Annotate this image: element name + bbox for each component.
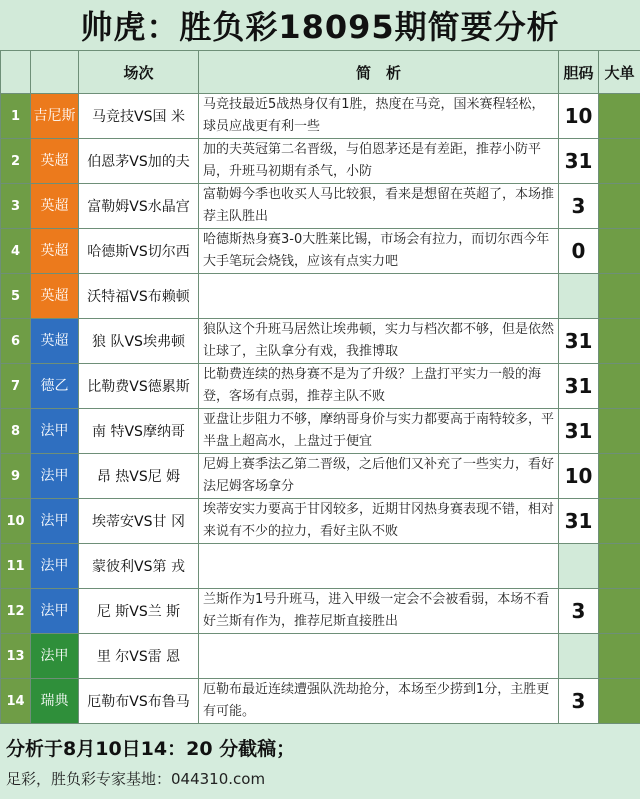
- table-row: [1, 454, 640, 499]
- row-number: 3: [1, 184, 31, 229]
- match-name: 尼 斯VS兰 斯: [79, 589, 199, 634]
- match-name: 埃蒂安VS甘 冈: [79, 499, 199, 544]
- row-number: 10: [1, 499, 31, 544]
- league-badge: 英超: [31, 184, 79, 229]
- big-bet-cell: [599, 454, 640, 499]
- league-badge: 瑞典: [31, 679, 79, 724]
- table-row: [1, 589, 640, 634]
- match-analysis: 加的夫英冠第二名晋级，与伯恩茅还是有差距，推荐小防平局，升班马初期有杀气，小防: [199, 139, 559, 184]
- big-bet-cell: [599, 319, 640, 364]
- footer: [0, 724, 640, 799]
- banker-code: [559, 634, 599, 679]
- match-name: 南 特VS摩纳哥: [79, 409, 199, 454]
- table-row: [1, 319, 640, 364]
- row-number: 6: [1, 319, 31, 364]
- table-row: [1, 184, 640, 229]
- footer-deadline: 分析于8月10日14：20 分截稿；: [6, 738, 296, 760]
- banker-code: [559, 274, 599, 319]
- footer-site: 足彩，胜负彩专家基地：044310.com: [6, 770, 266, 788]
- league-badge: 英超: [31, 139, 79, 184]
- page-title: 帅虎：胜负彩18095期简要分析: [0, 0, 640, 51]
- match-analysis: [199, 634, 559, 679]
- big-bet-cell: [599, 589, 640, 634]
- row-number: 14: [1, 679, 31, 724]
- match-analysis: 狼队这个升班马居然让埃弗顿，实力与档次都不够，但是依然让球了，主队拿分有戏，我推博取: [199, 319, 559, 364]
- league-badge: 法甲: [31, 544, 79, 589]
- table-header: [1, 51, 640, 94]
- big-bet-cell: [599, 499, 640, 544]
- match-analysis: 埃蒂安实力要高于甘冈较多，近期甘冈热身赛表现不错，相对来说有不少的拉力，看好主队不败: [199, 499, 559, 544]
- match-name: 比勒费VS德累斯: [79, 364, 199, 409]
- row-number: 12: [1, 589, 31, 634]
- match-name: 富勒姆VS水晶宫: [79, 184, 199, 229]
- match-analysis: 兰斯作为1号升班马，进入甲级一定会不会被看弱，本场不看好兰斯有作为，推荐尼斯直接胜出: [199, 589, 559, 634]
- table-row: [1, 544, 640, 589]
- header-code: 胆码: [559, 51, 599, 94]
- match-table: [0, 50, 640, 724]
- big-bet-cell: [599, 634, 640, 679]
- banker-code: 31: [559, 409, 599, 454]
- row-number: 8: [1, 409, 31, 454]
- match-name: 厄勒布VS布鲁马: [79, 679, 199, 724]
- league-badge: 德乙: [31, 364, 79, 409]
- match-analysis: 哈德斯热身赛3-0大胜莱比锡，市场会有拉力，而切尔西今年大手笔玩会烧钱，应该有点实力吧: [199, 229, 559, 274]
- row-number: 13: [1, 634, 31, 679]
- match-name: 哈德斯VS切尔西: [79, 229, 199, 274]
- league-badge: 法甲: [31, 499, 79, 544]
- table-row: [1, 409, 640, 454]
- match-name: 狼 队VS埃弗顿: [79, 319, 199, 364]
- row-number: 7: [1, 364, 31, 409]
- banker-code: 10: [559, 454, 599, 499]
- match-name: 蒙彼利VS第 戎: [79, 544, 199, 589]
- table-row: [1, 499, 640, 544]
- match-analysis: 尼姆上赛季法乙第二晋级，之后他们又补充了一些实力，看好法尼姆客场拿分: [199, 454, 559, 499]
- league-badge: 吉尼斯: [31, 94, 79, 139]
- banker-code: [559, 544, 599, 589]
- banker-code: 31: [559, 139, 599, 184]
- big-bet-cell: [599, 364, 640, 409]
- row-number: 11: [1, 544, 31, 589]
- row-number: 9: [1, 454, 31, 499]
- league-badge: 英超: [31, 229, 79, 274]
- match-analysis: 马竞技最近5战热身仅有1胜，热度在马竞，国米赛程轻松，球员应战更有利一些: [199, 94, 559, 139]
- match-analysis: 富勒姆今季也收买人马比较狠，看来是想留在英超了，本场推荐主队胜出: [199, 184, 559, 229]
- match-analysis: [199, 274, 559, 319]
- row-number: 2: [1, 139, 31, 184]
- table-row: [1, 274, 640, 319]
- big-bet-cell: [599, 274, 640, 319]
- banker-code: 31: [559, 319, 599, 364]
- table-row: [1, 94, 640, 139]
- header-analysis: 简 析: [199, 51, 559, 94]
- banker-code: 0: [559, 229, 599, 274]
- big-bet-cell: [599, 139, 640, 184]
- table-row: [1, 679, 640, 724]
- big-bet-cell: [599, 544, 640, 589]
- banker-code: 31: [559, 364, 599, 409]
- match-name: 昂 热VS尼 姆: [79, 454, 199, 499]
- banker-code: 3: [559, 679, 599, 724]
- match-name: 伯恩茅VS加的夫: [79, 139, 199, 184]
- big-bet-cell: [599, 679, 640, 724]
- league-badge: 英超: [31, 274, 79, 319]
- header-match: 场次: [79, 51, 199, 94]
- league-badge: 英超: [31, 319, 79, 364]
- banker-code: 3: [559, 589, 599, 634]
- row-number: 5: [1, 274, 31, 319]
- match-analysis: 厄勒布最近连续遭强队洗劫抢分，本场至少捞到1分，主胜更有可能。: [199, 679, 559, 724]
- league-badge: 法甲: [31, 454, 79, 499]
- big-bet-cell: [599, 94, 640, 139]
- banker-code: 31: [559, 499, 599, 544]
- match-analysis: [199, 544, 559, 589]
- header-big: 大单: [599, 51, 640, 94]
- table-row: [1, 364, 640, 409]
- match-analysis: 亚盘让步阻力不够，摩纳哥身价与实力都要高于南特较多，平半盘上超高水，上盘过于便宜: [199, 409, 559, 454]
- table-row: [1, 634, 640, 679]
- match-name: 马竞技VS国 米: [79, 94, 199, 139]
- league-badge: 法甲: [31, 589, 79, 634]
- header-league: [31, 51, 79, 94]
- banker-code: 10: [559, 94, 599, 139]
- match-name: 里 尔VS雷 恩: [79, 634, 199, 679]
- table-row: [1, 229, 640, 274]
- header-num: [1, 51, 31, 94]
- big-bet-cell: [599, 229, 640, 274]
- match-analysis: 比勒费连续的热身赛不是为了升级？上盘打平实力一般的海登，客场有点弱，推荐主队不败: [199, 364, 559, 409]
- big-bet-cell: [599, 409, 640, 454]
- banker-code: 3: [559, 184, 599, 229]
- big-bet-cell: [599, 184, 640, 229]
- table-row: [1, 139, 640, 184]
- row-number: 1: [1, 94, 31, 139]
- league-badge: 法甲: [31, 409, 79, 454]
- row-number: 4: [1, 229, 31, 274]
- match-name: 沃特福VS布赖顿: [79, 274, 199, 319]
- league-badge: 法甲: [31, 634, 79, 679]
